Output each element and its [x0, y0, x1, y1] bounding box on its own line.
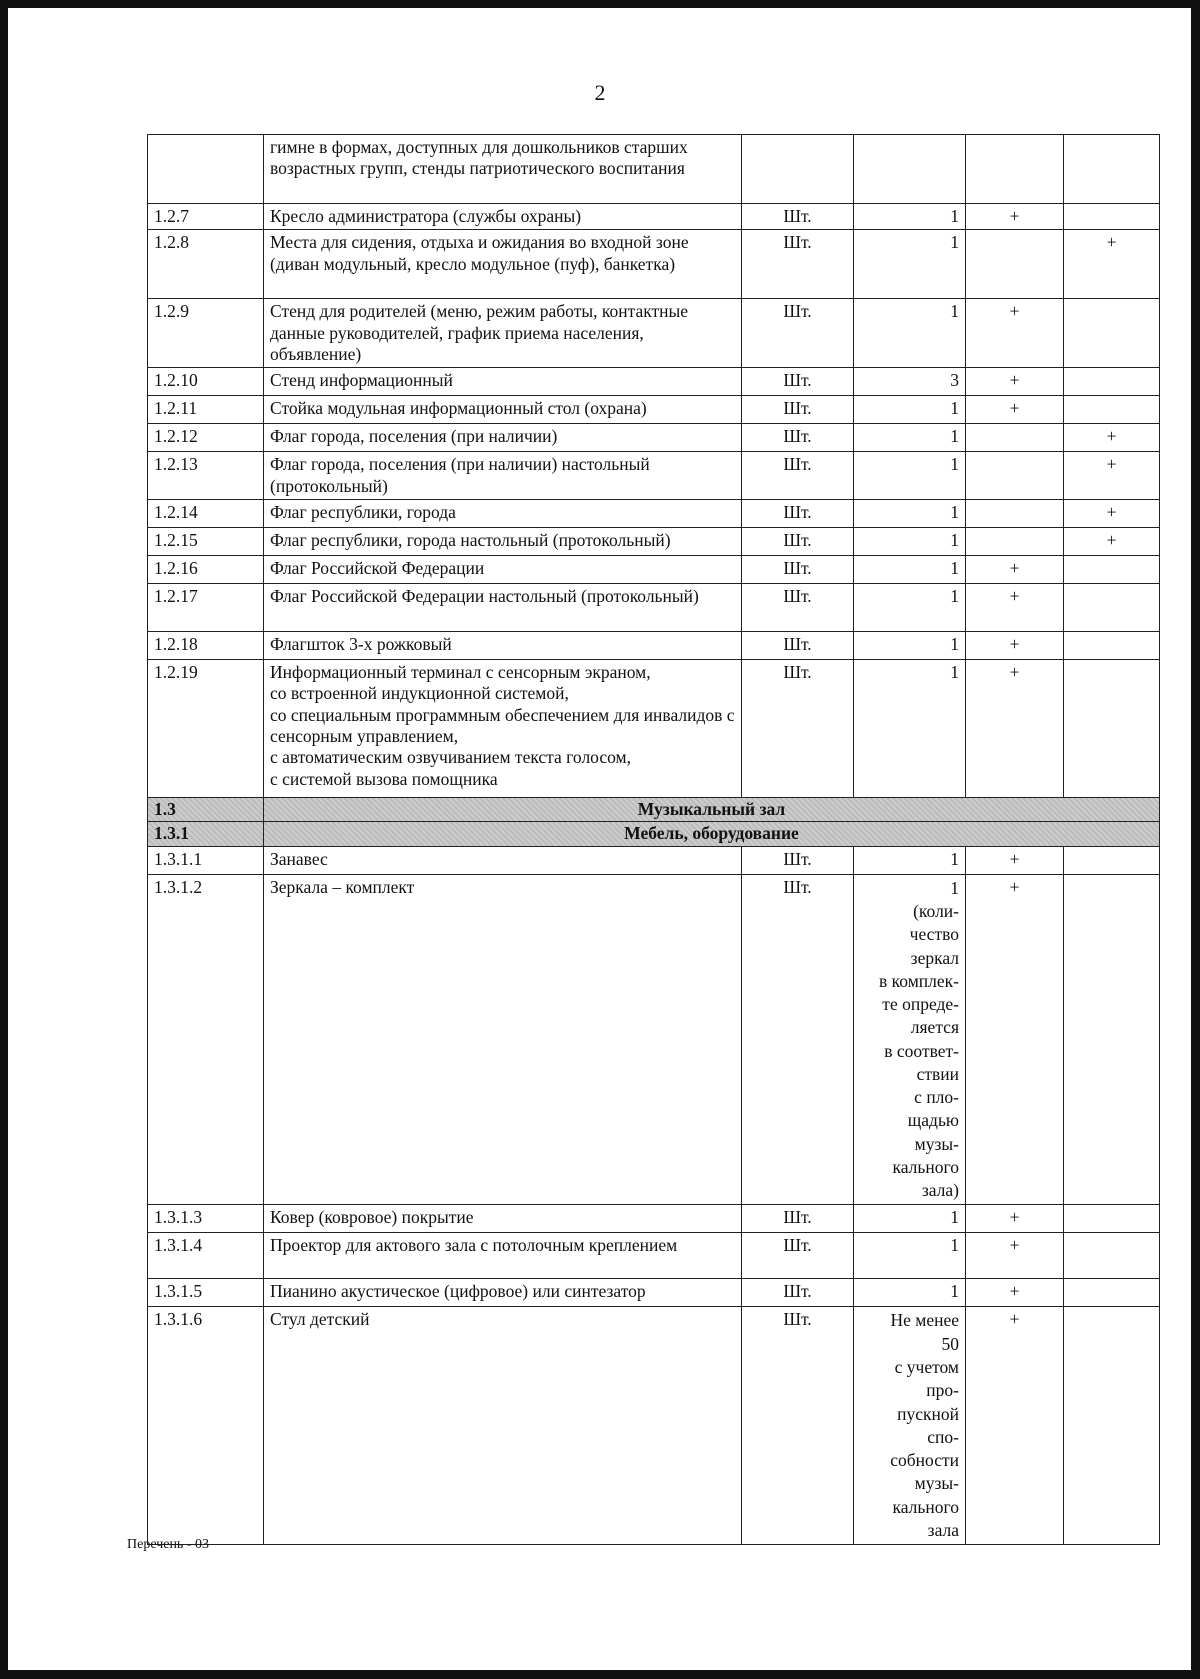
- footer-label: Перечень - 03: [127, 1537, 209, 1552]
- table-row: [148, 135, 1160, 204]
- item-mark-col5: [1064, 1205, 1160, 1233]
- item-mark-col5: [1064, 1279, 1160, 1307]
- section-title: Музыкальный зал: [264, 798, 1160, 822]
- item-number: [148, 135, 264, 204]
- item-quantity: 1: [854, 204, 966, 230]
- item-mark-col4: +: [966, 1279, 1064, 1307]
- item-quantity: 1: [854, 452, 966, 500]
- item-unit: Шт.: [742, 1307, 854, 1545]
- item-quantity: 1: [854, 528, 966, 556]
- item-name: гимне в формах, доступных для дошкольников старших возрастных групп, стенды патриотического воспитания: [264, 135, 742, 204]
- item-unit: Шт.: [742, 424, 854, 452]
- table-row: [148, 1233, 1160, 1279]
- section-number: 1.3: [148, 798, 264, 822]
- item-quantity: 1: [854, 1233, 966, 1279]
- subsection-row: [148, 822, 1160, 846]
- item-mark-col5: [1064, 632, 1160, 660]
- item-unit: Шт.: [742, 299, 854, 368]
- table-row: [148, 1307, 1160, 1545]
- item-mark-col4: [966, 424, 1064, 452]
- item-unit: Шт.: [742, 874, 854, 1205]
- item-mark-col5: [1064, 556, 1160, 584]
- item-name: Флаг республики, города: [264, 500, 742, 528]
- item-name: Места для сидения, отдыха и ожидания во входной зоне (диван модульный, кресло модульное (пуф), банкетка): [264, 230, 742, 299]
- item-unit: Шт.: [742, 1205, 854, 1233]
- item-mark-col4: +: [966, 584, 1064, 632]
- item-name: Проектор для актового зала с потолочным креплением: [264, 1233, 742, 1279]
- item-number: 1.2.10: [148, 368, 264, 396]
- item-name: Пианино акустическое (цифровое) или синтезатор: [264, 1279, 742, 1307]
- item-name: Информационный терминал с сенсорным экраном, со встроенной индукционной системой, со специальным программным обеспечением для инвалидов с сенсорным управлением, с автоматическим озвучиванием текста голосом, с системой вызова помощника: [264, 660, 742, 798]
- item-mark-col4: +: [966, 660, 1064, 798]
- item-mark-col5: [1064, 874, 1160, 1205]
- table-row: [148, 556, 1160, 584]
- item-unit: Шт.: [742, 1279, 854, 1307]
- item-number: 1.3.1.3: [148, 1205, 264, 1233]
- item-name: Стенд для родителей (меню, режим работы, контактные данные руководителей, график приема населения, объявление): [264, 299, 742, 368]
- item-name: Флаг Российской Федерации: [264, 556, 742, 584]
- item-name: Занавес: [264, 846, 742, 874]
- item-quantity: 1: [854, 556, 966, 584]
- item-quantity: 1: [854, 424, 966, 452]
- table-row: [148, 396, 1160, 424]
- table-row: [148, 632, 1160, 660]
- item-number: 1.2.16: [148, 556, 264, 584]
- item-mark-col5: [1064, 299, 1160, 368]
- equipment-table: [147, 134, 1160, 1545]
- item-mark-col4: [966, 528, 1064, 556]
- item-quantity: 1: [854, 1205, 966, 1233]
- item-mark-col5: [1064, 1233, 1160, 1279]
- section-row: [148, 798, 1160, 822]
- item-number: 1.2.12: [148, 424, 264, 452]
- table-row: [148, 528, 1160, 556]
- table-row: [148, 1279, 1160, 1307]
- item-mark-col4: +: [966, 396, 1064, 424]
- table-row: [148, 584, 1160, 632]
- item-unit: Шт.: [742, 632, 854, 660]
- item-number: 1.2.14: [148, 500, 264, 528]
- item-mark-col4: [966, 452, 1064, 500]
- item-unit: [742, 135, 854, 204]
- subsection-title: Мебель, оборудование: [264, 822, 1160, 846]
- item-quantity: 1: [854, 500, 966, 528]
- item-mark-col4: +: [966, 556, 1064, 584]
- item-mark-col5: [1064, 368, 1160, 396]
- item-number: 1.2.15: [148, 528, 264, 556]
- item-mark-col4: [966, 500, 1064, 528]
- item-quantity: 1: [854, 396, 966, 424]
- item-unit: Шт.: [742, 452, 854, 500]
- item-number: 1.3.1.4: [148, 1233, 264, 1279]
- item-quantity: 1 (коли- чество зеркал в комплек- те опреде- ляется в соответ- ствии с пло- щадью музы- кального зала): [854, 874, 966, 1205]
- table-body-bottom: [148, 846, 1160, 1545]
- item-mark-col4: [966, 230, 1064, 299]
- item-name: Стул детский: [264, 1307, 742, 1545]
- item-number: 1.2.13: [148, 452, 264, 500]
- item-mark-col5: [1064, 660, 1160, 798]
- item-unit: Шт.: [742, 396, 854, 424]
- item-name: Флагшток 3-х рожковый: [264, 632, 742, 660]
- item-quantity: 1: [854, 230, 966, 299]
- item-number: 1.3.1.5: [148, 1279, 264, 1307]
- table-row: [148, 368, 1160, 396]
- item-quantity: 3: [854, 368, 966, 396]
- item-mark-col4: +: [966, 1307, 1064, 1545]
- item-mark-col4: +: [966, 204, 1064, 230]
- item-mark-col5: +: [1064, 452, 1160, 500]
- item-unit: Шт.: [742, 660, 854, 798]
- table-section-header: [148, 798, 1160, 847]
- item-number: 1.2.8: [148, 230, 264, 299]
- item-mark-col5: [1064, 204, 1160, 230]
- table-row: [148, 230, 1160, 299]
- item-quantity: 1: [854, 632, 966, 660]
- item-mark-col5: [1064, 135, 1160, 204]
- item-unit: Шт.: [742, 204, 854, 230]
- table-row: [148, 846, 1160, 874]
- item-unit: Шт.: [742, 528, 854, 556]
- item-quantity: Не менее 50 с учетом про- пускной спо- собности музы- кального зала: [854, 1307, 966, 1545]
- item-unit: Шт.: [742, 584, 854, 632]
- item-quantity: 1: [854, 584, 966, 632]
- item-number: 1.2.9: [148, 299, 264, 368]
- item-quantity: 1: [854, 299, 966, 368]
- item-number: 1.2.7: [148, 204, 264, 230]
- item-name: Флаг города, поселения (при наличии) настольный (протокольный): [264, 452, 742, 500]
- item-quantity: 1: [854, 1279, 966, 1307]
- item-mark-col4: +: [966, 299, 1064, 368]
- item-mark-col4: [966, 135, 1064, 204]
- item-name: Зеркала – комплект: [264, 874, 742, 1205]
- item-mark-col4: +: [966, 368, 1064, 396]
- item-mark-col5: +: [1064, 424, 1160, 452]
- subsection-number: 1.3.1: [148, 822, 264, 846]
- table-body-top: [148, 135, 1160, 798]
- table-row: [148, 452, 1160, 500]
- item-mark-col5: +: [1064, 528, 1160, 556]
- item-number: 1.2.19: [148, 660, 264, 798]
- item-unit: Шт.: [742, 368, 854, 396]
- item-number: 1.2.18: [148, 632, 264, 660]
- item-mark-col4: +: [966, 632, 1064, 660]
- item-name: Кресло администратора (службы охраны): [264, 204, 742, 230]
- item-name: Флаг республики, города настольный (протокольный): [264, 528, 742, 556]
- item-mark-col5: [1064, 846, 1160, 874]
- page-number: 2: [594, 80, 606, 105]
- item-unit: Шт.: [742, 846, 854, 874]
- table-row: [148, 1205, 1160, 1233]
- item-mark-col4: +: [966, 1205, 1064, 1233]
- table-row: [148, 299, 1160, 368]
- item-number: 1.3.1.2: [148, 874, 264, 1205]
- item-mark-col4: +: [966, 1233, 1064, 1279]
- item-number: 1.2.17: [148, 584, 264, 632]
- item-name: Флаг города, поселения (при наличии): [264, 424, 742, 452]
- item-quantity: 1: [854, 846, 966, 874]
- table-row: [148, 500, 1160, 528]
- item-mark-col5: +: [1064, 230, 1160, 299]
- item-unit: Шт.: [742, 500, 854, 528]
- item-name: Стойка модульная информационный стол (охрана): [264, 396, 742, 424]
- item-number: 1.3.1.1: [148, 846, 264, 874]
- item-number: 1.3.1.6: [148, 1307, 264, 1545]
- item-mark-col5: +: [1064, 500, 1160, 528]
- item-unit: Шт.: [742, 556, 854, 584]
- item-mark-col4: +: [966, 874, 1064, 1205]
- item-name: Стенд информационный: [264, 368, 742, 396]
- item-mark-col5: [1064, 396, 1160, 424]
- item-mark-col5: [1064, 584, 1160, 632]
- item-mark-col4: +: [966, 846, 1064, 874]
- table-row: [148, 874, 1160, 1205]
- item-name: Ковер (ковровое) покрытие: [264, 1205, 742, 1233]
- table-row: [148, 424, 1160, 452]
- item-name: Флаг Российской Федерации настольный (протокольный): [264, 584, 742, 632]
- item-unit: Шт.: [742, 1233, 854, 1279]
- item-quantity: [854, 135, 966, 204]
- item-unit: Шт.: [742, 230, 854, 299]
- item-number: 1.2.11: [148, 396, 264, 424]
- item-mark-col5: [1064, 1307, 1160, 1545]
- table-row: [148, 204, 1160, 230]
- table-row: [148, 660, 1160, 798]
- item-quantity: 1: [854, 660, 966, 798]
